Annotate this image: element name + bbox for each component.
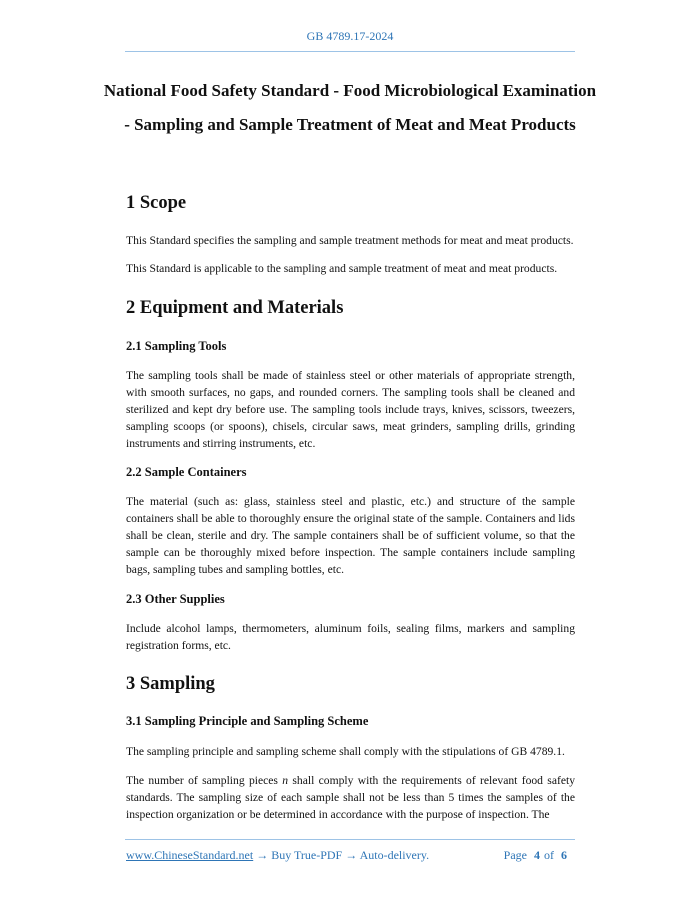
page-indicator (504, 848, 571, 863)
page-total: 6 (561, 848, 567, 862)
variable-n: n (282, 774, 289, 787)
page-label: Page (503, 848, 527, 862)
footer (126, 848, 575, 863)
of-label: of (544, 848, 554, 862)
paragraph: This Standard is applicable to the sampling and sample treatment of meat and meat products. (126, 262, 558, 275)
footer-text: → Buy True-PDF → Auto-delivery. (253, 848, 430, 862)
paragraph: This Standard specifies the sampling and sample treatment methods for meat and meat products. (126, 234, 574, 247)
text: The number of sampling pieces (126, 774, 283, 787)
paragraph: The sampling tools shall be made of stainless steel or other materials of appropriate strength, with smooth surfaces, no gaps, and rounded corners. The sampling tools shall be cleaned and sterilized and kept dry before use. The sampling tools include trays, knives, scissors, tweezers, sampling scoops (or spoons), chisels, circular saws, meat grinders, sampling drills, grinding instruments and stirring instruments, etc. (126, 369, 575, 450)
header-divider (125, 51, 575, 52)
section-heading: 1 Scope (126, 193, 187, 213)
header-doc-id: GB 4789.17-2024 (306, 29, 394, 43)
paragraph: The sampling principle and sampling scheme shall comply with the stipulations of GB 4789.1. (126, 745, 565, 758)
paragraph (126, 772, 575, 823)
subsection-heading: 2.1 Sampling Tools (126, 339, 227, 353)
subsection-heading: 2.3 Other Supplies (126, 592, 225, 606)
text: shall comply with the requirements of relevant food safety standards. The sampling size of each sample shall not be less than 5 times the samples of the inspection organization or be determined in accordance with the purpose of inspection. The (126, 774, 575, 821)
website-link[interactable]: www.ChineseStandard.net (126, 848, 254, 862)
subsection-heading: 3.1 Sampling Principle and Sampling Scheme (126, 714, 369, 728)
section-heading: 2 Equipment and Materials (126, 298, 344, 318)
page-number: 4 (534, 848, 540, 862)
paragraph: The material (such as: glass, stainless steel and plastic, etc.) and structure of the sample containers shall be able to thoroughly ensure the original state of the sample. Containers and lids shall be clean, sterile and dry. The sample containers shall be of sufficient volume, so that the sample can be thoroughly mixed before inspection. The sample containers include sampling bags, sampling tubes and sampling bottles, etc. (126, 495, 575, 576)
footer-divider (125, 839, 575, 840)
paragraph: Include alcohol lamps, thermometers, aluminum foils, sealing films, markers and sampling registration forms, etc. (126, 622, 575, 652)
subsection-heading: 2.2 Sample Containers (126, 465, 247, 479)
section-heading: 3 Sampling (126, 674, 215, 694)
document-title: National Food Safety Standard - Food Microbiological Examination - Sampling and Sample Treatment of Meat and Meat Products (103, 81, 597, 134)
